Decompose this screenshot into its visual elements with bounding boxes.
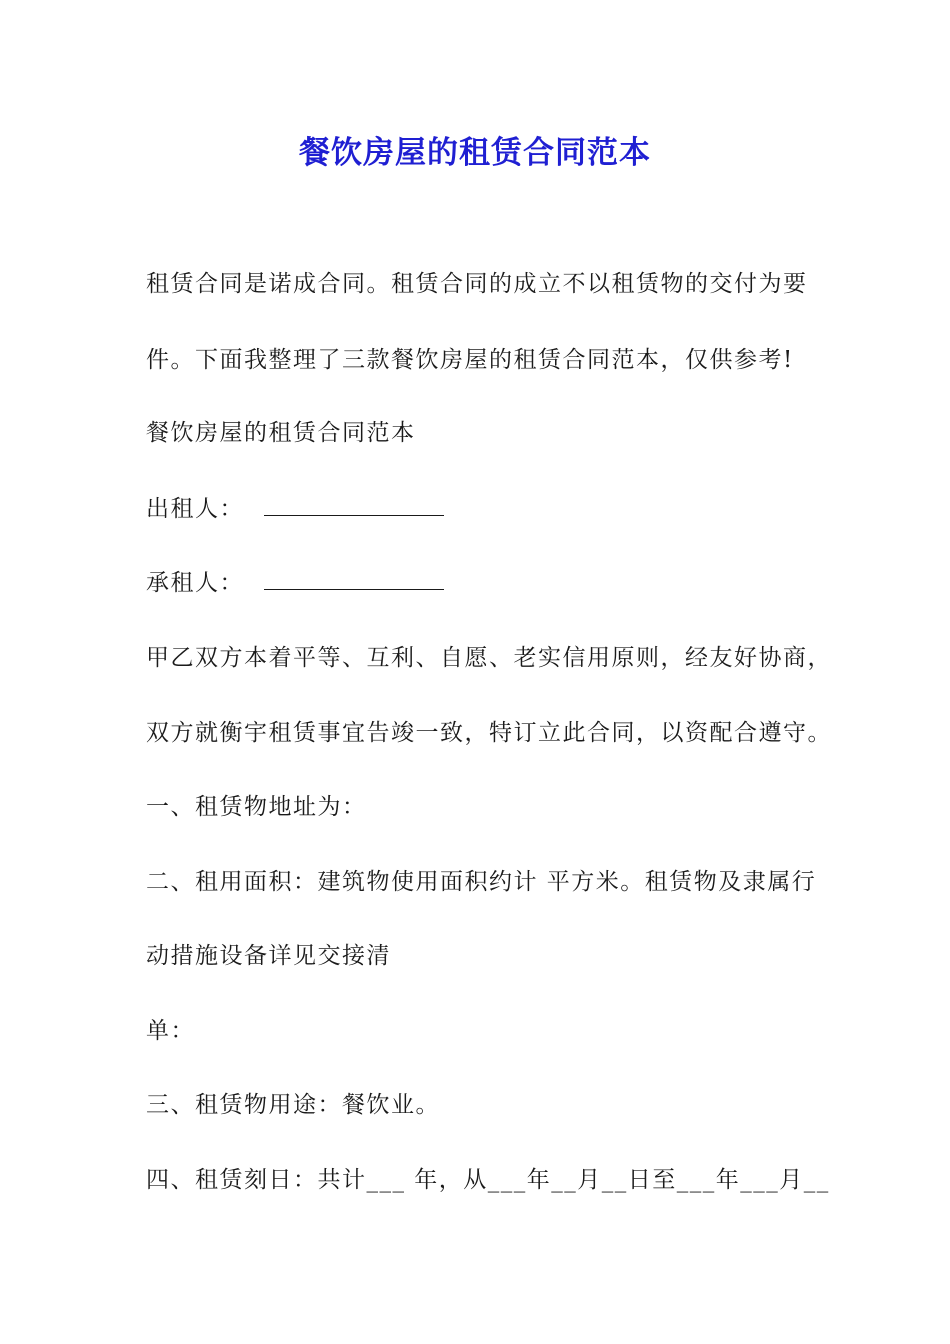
clause-line: 动措施设备详见交接清 bbox=[146, 943, 391, 969]
clause-line: 四、租赁刻日：共计___ 年，从___年__月__日至___年___月__ bbox=[146, 1167, 830, 1193]
lessor-field-row bbox=[146, 489, 836, 529]
paragraph-line: 甲乙双方本着平等、互利、自愿、老实信用原则，经友好协商， bbox=[146, 645, 832, 671]
lessee-blank[interactable] bbox=[264, 567, 444, 590]
lessor-blank[interactable] bbox=[264, 493, 444, 516]
paragraph-line: 件。下面我整理了三款餐饮房屋的租赁合同范本，仅供参考! bbox=[146, 347, 794, 373]
document-title: 餐饮房屋的租赁合同范本 bbox=[299, 135, 651, 171]
section-heading: 餐饮房屋的租赁合同范本 bbox=[146, 420, 416, 446]
lessee-label: 承租人： bbox=[146, 570, 244, 596]
clause-line: 单： bbox=[146, 1018, 195, 1044]
paragraph-line: 双方就衡宇租赁事宜告竣一致，特订立此合同，以资配合遵守。 bbox=[146, 720, 832, 746]
clause-line: 二、租用面积：建筑物使用面积约计 平方米。租赁物及隶属行 bbox=[146, 869, 817, 895]
lessor-label: 出租人： bbox=[146, 496, 244, 522]
lessee-field-row bbox=[146, 563, 836, 603]
clause-line: 三、租赁物用途：餐饮业。 bbox=[146, 1092, 440, 1118]
paragraph-line: 租赁合同是诺成合同。租赁合同的成立不以租赁物的交付为要 bbox=[146, 271, 808, 297]
clause-line: 一、租赁物地址为： bbox=[146, 794, 367, 820]
